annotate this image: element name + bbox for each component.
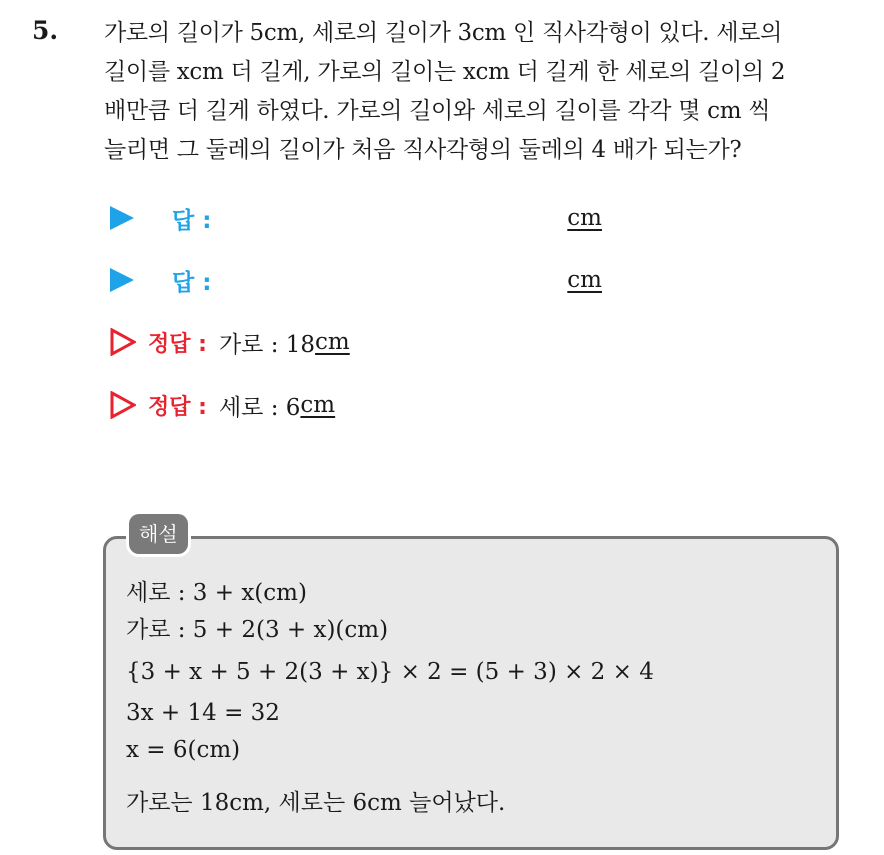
correct-answer-text: 가로 : 18: [218, 331, 316, 358]
correct-label: 정답 :: [148, 394, 207, 420]
solution-line-4: 3x + 14 = 32: [126, 700, 280, 726]
solution-line-6: 가로는 18cm, 세로는 6cm 늘어났다.: [126, 790, 506, 816]
question-text-line-2: 길이를 xcm 더 길게, 가로의 길이는 xcm 더 길게 한 세로의 길이의 2: [104, 59, 786, 85]
solution-line-2: 가로 : 5 + 2(3 + x)(cm): [126, 617, 389, 643]
play-triangle-icon: [110, 206, 134, 230]
question-text-line-1: 가로의 길이가 5cm, 세로의 길이가 3cm 인 직사각형이 있다. 세로의: [104, 20, 783, 46]
correct-answer-unit: cm: [315, 329, 350, 355]
question-number: 5.: [32, 16, 59, 45]
solution-line-3: {3 + x + 5 + 2(3 + x)} × 2 = (5 + 3) × 2 × 4: [126, 659, 654, 685]
correct-label: 정답 :: [148, 331, 207, 357]
answer-label: 답 :: [172, 269, 212, 296]
play-triangle-icon: [110, 268, 134, 292]
answer-label: 답 :: [172, 207, 212, 234]
correct-answer-text: 세로 : 6: [218, 394, 301, 421]
answer-blank-1[interactable]: cm: [567, 205, 602, 231]
correct-answer-unit: cm: [300, 392, 336, 418]
question-text-line-3: 배만큼 더 길게 하였다. 가로의 길이와 세로의 길이를 각각 몇 cm 씩: [104, 98, 771, 124]
solution-line-1: 세로 : 3 + x(cm): [126, 580, 307, 606]
outline-triangle-icon: [110, 391, 136, 419]
answer-row-2: [110, 262, 602, 298]
answer-blank-2[interactable]: cm: [567, 267, 602, 293]
question-text-line-4: 늘리면 그 둘레의 길이가 처음 직사각형의 둘레의 4 배가 되는가?: [104, 137, 742, 163]
solution-line-5: x = 6(cm): [126, 737, 241, 763]
correct-answer-row-2: [110, 387, 335, 423]
solution-tag: 해설: [129, 514, 188, 554]
outline-triangle-icon: [110, 328, 136, 356]
correct-answer-row-1: [110, 324, 350, 360]
answer-row-1: [110, 200, 602, 236]
